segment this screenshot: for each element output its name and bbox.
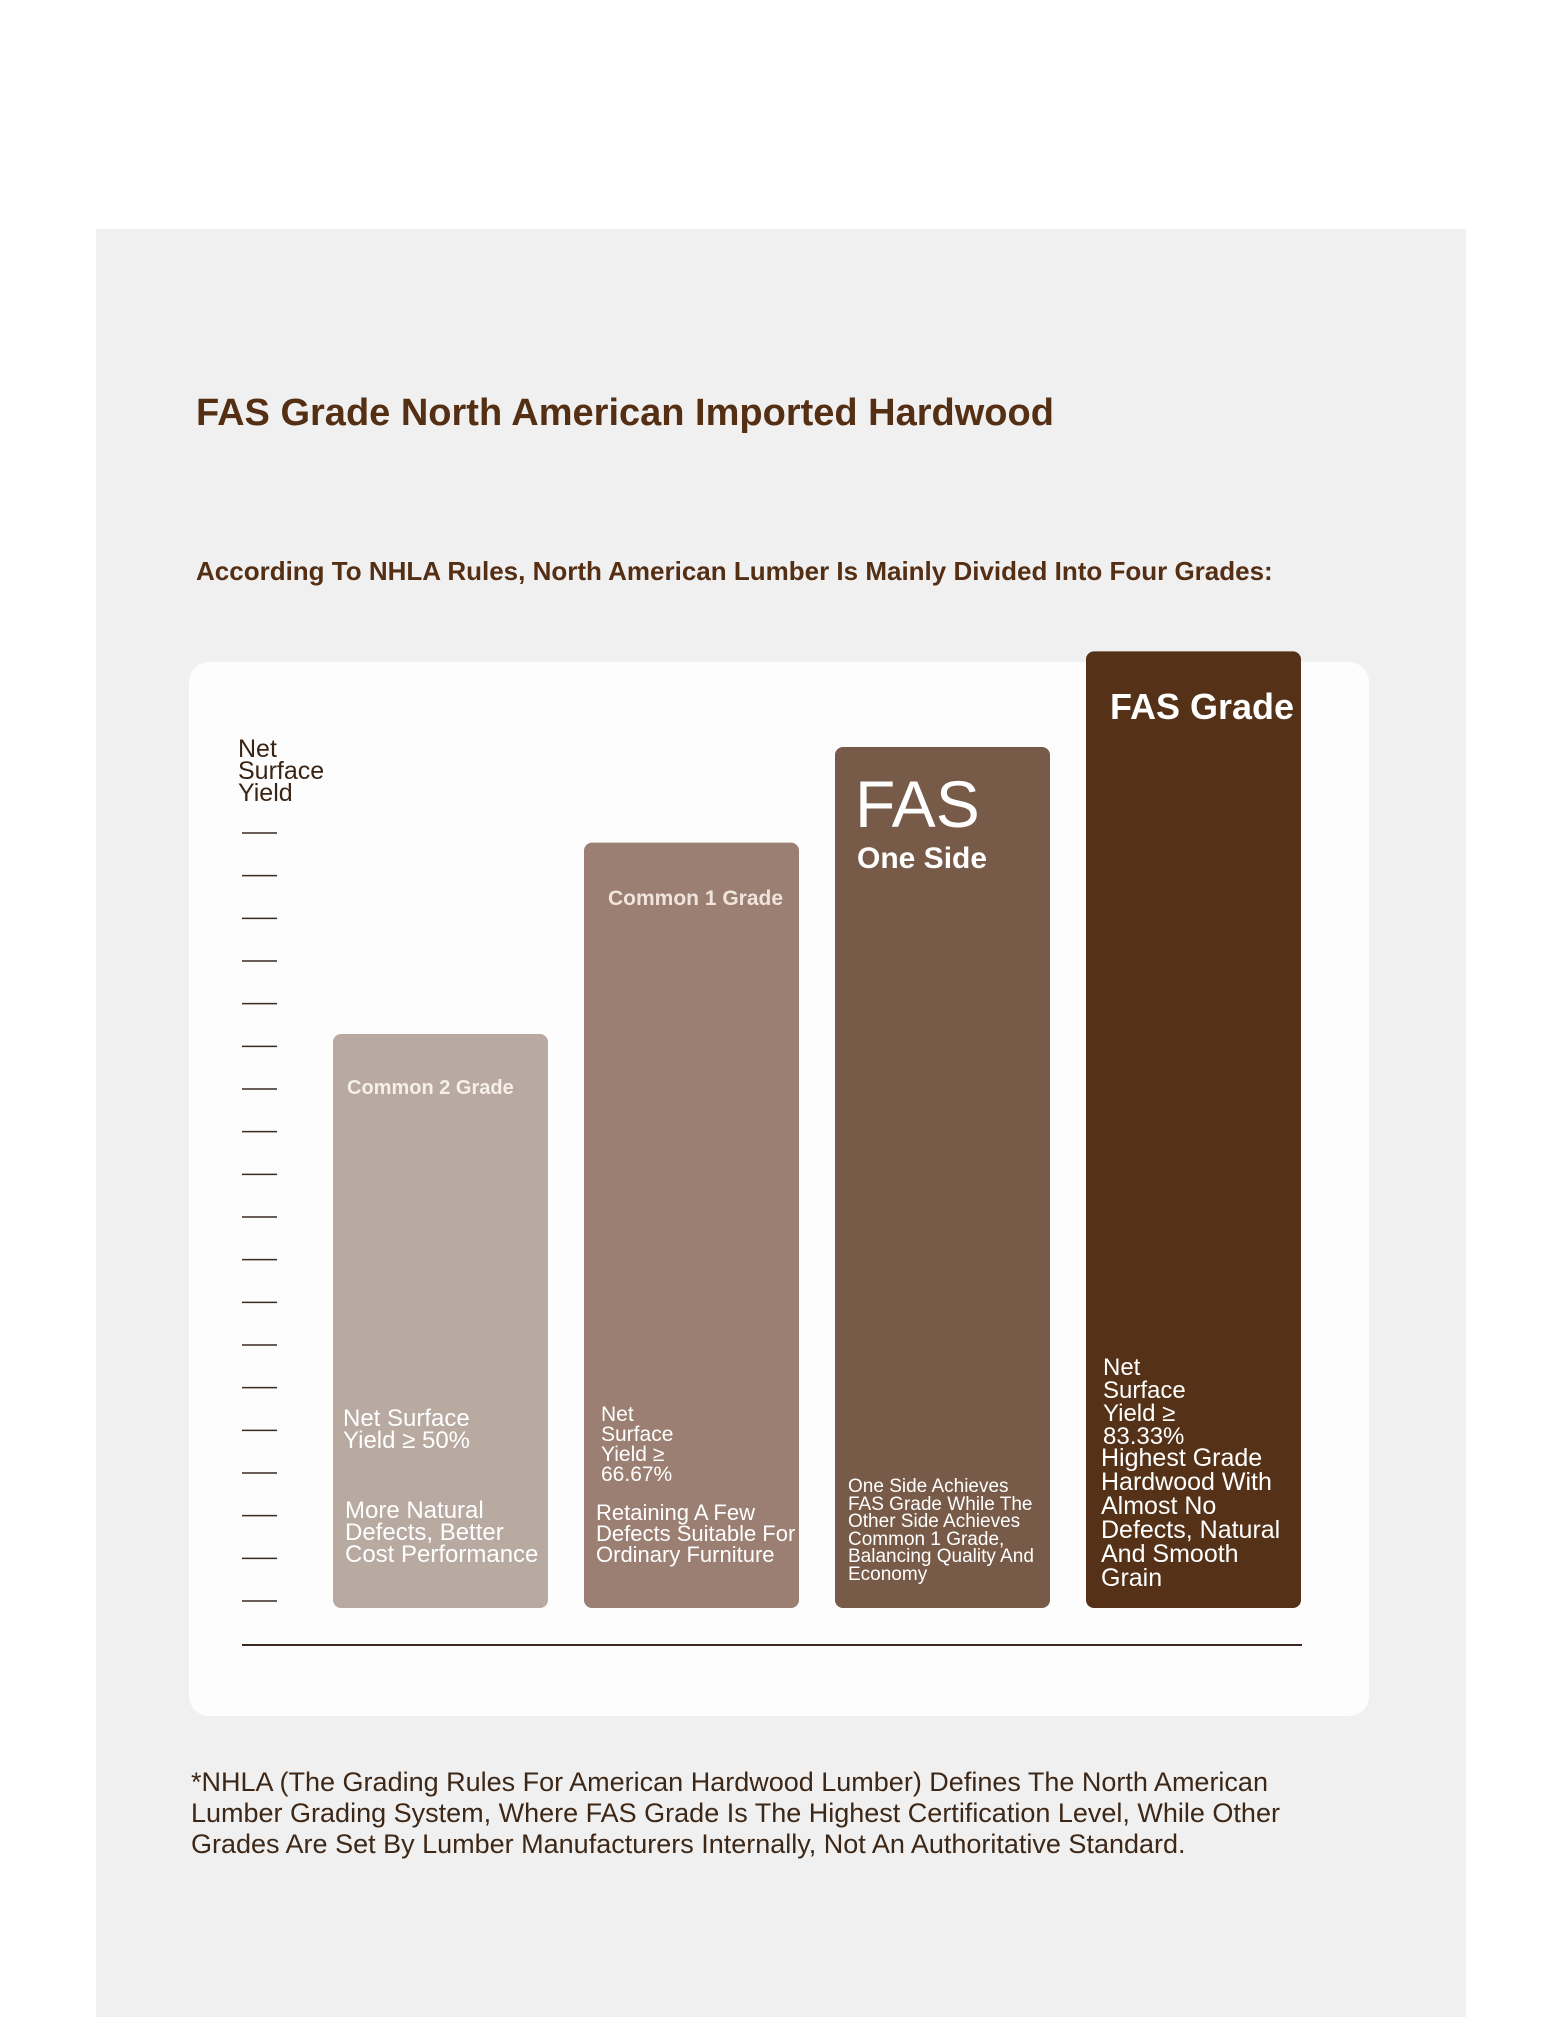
page-title: FAS Grade North American Imported Hardwood bbox=[196, 392, 1054, 434]
bar-description-fas-grade: Highest Grade Hardwood With Almost No Defects, Natural And Smooth Grain bbox=[1101, 1444, 1281, 1592]
bar-subtitle-fas-one-side: One Side bbox=[857, 842, 988, 875]
page-subtitle: According To NHLA Rules, North American Lumber Is Mainly Divided Into Four Grades: bbox=[196, 556, 1273, 586]
bar-description-fas-one-side: One Side Achieves FAS Grade While The Other Side Achieves Common 1 Grade, Balancing Quality And Economy bbox=[848, 1476, 1034, 1585]
bar-common-1-grade bbox=[584, 843, 799, 1608]
y-axis-label: Net Surface Yield bbox=[238, 735, 325, 807]
bar-title-fas-grade: FAS Grade bbox=[1110, 686, 1295, 728]
bar-description-common-2: More Natural Defects, Better Cost Performance bbox=[345, 1497, 539, 1568]
footnote: *NHLA (The Grading Rules For American Hardwood Lumber) Defines The North American Lumber Grading System, Where FAS Grade Is The Highest Certification Level, While Other Grades Are Set By Lumber Manufacturers Internally, Not An Authoritative Standard. bbox=[191, 1767, 1280, 1859]
bar-title-fas-one-side: FAS bbox=[855, 767, 980, 841]
bar-title-common-2: Common 2 Grade bbox=[347, 1077, 514, 1099]
bar-title-common-1: Common 1 Grade bbox=[608, 886, 784, 910]
bar-yield-common-2: Net Surface Yield ≥ 50% bbox=[343, 1405, 471, 1454]
bar-yield-common-1: Net Surface Yield ≥ 66.67% bbox=[601, 1403, 674, 1486]
bar-yield-fas-grade: Net Surface Yield ≥ 83.33% bbox=[1103, 1354, 1186, 1450]
bar-description-common-1: Retaining A Few Defects Suitable For Ordinary Furniture bbox=[596, 1500, 796, 1567]
